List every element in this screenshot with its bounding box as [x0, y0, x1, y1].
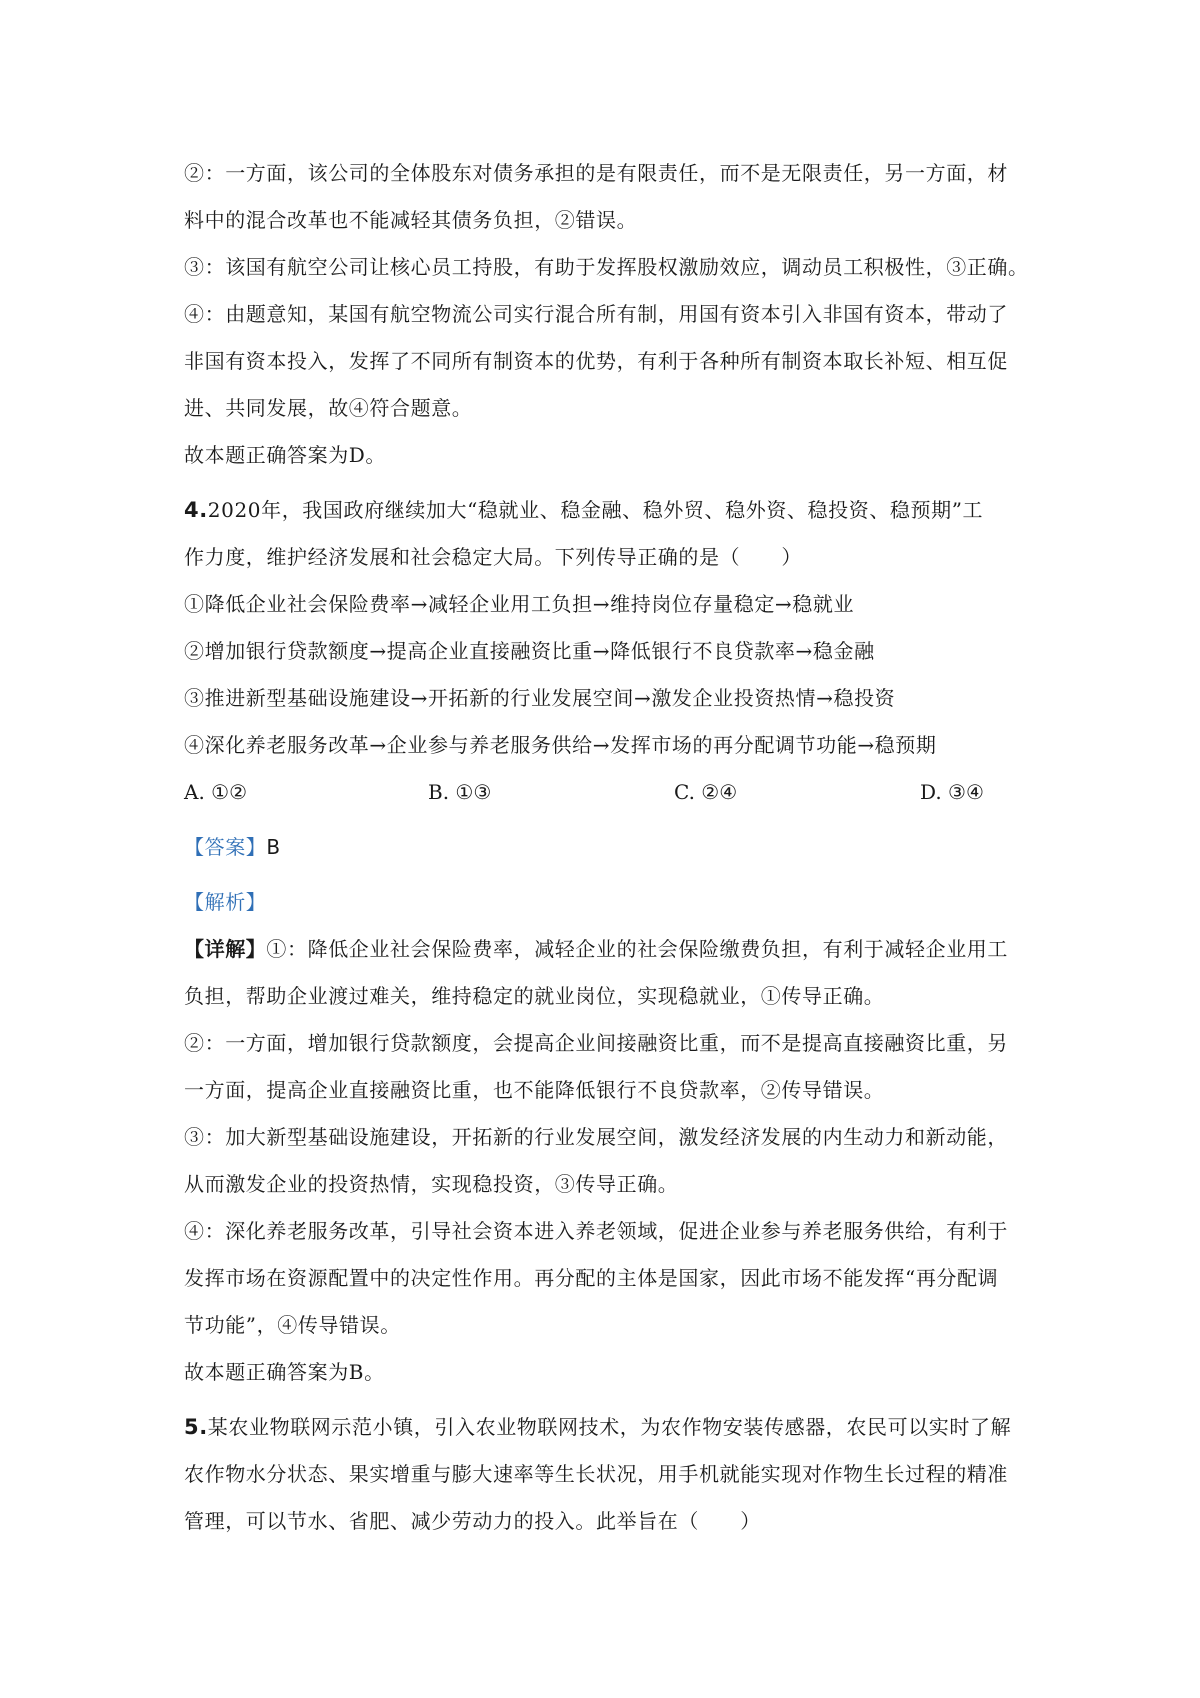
q4-stem-line1: [184, 487, 1030, 534]
q4-number: 4.: [184, 498, 208, 522]
q4-item-2: ②增加银行贷款额度→提高企业直接融资比重→降低银行不良贷款率→稳金融: [184, 639, 875, 663]
q4-options: [184, 769, 1030, 816]
q3-analysis-item4-line2: 非国有资本投入，发挥了不同所有制资本的优势，有利于各种所有制资本取长补短、相互促: [184, 349, 1008, 373]
question-4: [184, 487, 1030, 1396]
q4-option-c: C. ②④: [674, 780, 738, 804]
q3-analysis: [184, 150, 1030, 479]
q4-detail-1-line1: [184, 926, 1030, 973]
q4-item-3: ③推进新型基础设施建设→开拓新的行业发展空间→激发企业投资热情→稳投资: [184, 686, 896, 710]
q4-stem-line2: 作力度，维护经济发展和社会稳定大局。下列传导正确的是（ ）: [184, 545, 802, 569]
document-page: [184, 150, 1030, 1545]
q5-stem-line3: 管理，可以节水、省肥、减少劳动力的投入。此举旨在（ ）: [184, 1509, 761, 1533]
q4-detail-2-line1: ②：一方面，增加银行贷款额度，会提高企业间接融资比重，而不是提高直接融资比重，另: [184, 1031, 1008, 1055]
q4-detail-4-line3: 节功能”，④传导错误。: [184, 1313, 401, 1337]
q4-detail-3-line1: ③：加大新型基础设施建设，开拓新的行业发展空间，激发经济发展的内生动力和新动能，: [184, 1125, 1008, 1149]
q5-stem-text1: 某农业物联网示范小镇，引入农业物联网技术，为农作物安装传感器，农民可以实时了解: [207, 1415, 1012, 1439]
q4-stem-text1: 2020年，我国政府继续加大“稳就业、稳金融、稳外贸、稳外资、稳投资、稳预期”工: [207, 498, 984, 522]
q5-stem-line1: [184, 1404, 1030, 1451]
q4-detail-4-line2: 发挥市场在资源配置中的决定性作用。再分配的主体是国家，因此市场不能发挥“再分配调: [184, 1266, 999, 1290]
q4-conclusion: 故本题正确答案为B。: [184, 1360, 385, 1384]
q3-analysis-item2-line2: 料中的混合改革也不能减轻其债务负担，②错误。: [184, 208, 638, 232]
q3-analysis-item2-line1: ②：一方面，该公司的全体股东对债务承担的是有限责任，而不是无限责任，另一方面，材: [184, 161, 1008, 185]
q4-item-4: ④深化养老服务改革→企业参与养老服务供给→发挥市场的再分配调节功能→稳预期: [184, 733, 937, 757]
q5-number: 5.: [184, 1415, 208, 1439]
q5-stem-line2: 农作物水分状态、果实增重与膨大速率等生长状况，用手机就能实现对作物生长过程的精准: [184, 1462, 1008, 1486]
q4-item-1: ①降低企业社会保险费率→减轻企业用工负担→维持岗位存量稳定→稳就业: [184, 592, 855, 616]
q4-analysis-heading: [184, 879, 1030, 926]
q4-option-d: D. ③④: [920, 780, 984, 804]
q4-detail-2-line2: 一方面，提高企业直接融资比重，也不能降低银行不良贷款率，②传导错误。: [184, 1078, 885, 1102]
answer-tag: 【答案】: [184, 835, 267, 859]
q3-analysis-item4-line1: ④：由题意知，某国有航空物流公司实行混合所有制，用国有资本引入非国有资本，带动了: [184, 302, 1008, 326]
q4-option-a: A. ①②: [184, 780, 248, 804]
analysis-tag: 【解析】: [184, 890, 267, 914]
q3-analysis-item4-line3: 进、共同发展，故④符合题意。: [184, 396, 473, 420]
q4-option-b: B. ①③: [428, 780, 492, 804]
q4-detail-1-line2: 负担，帮助企业渡过难关，维持稳定的就业岗位，实现稳就业，①传导正确。: [184, 984, 885, 1008]
q4-detail-4-line1: ④：深化养老服务改革，引导社会资本进入养老领域，促进企业参与养老服务供给，有利于: [184, 1219, 1008, 1243]
q4-answer: [184, 824, 1030, 871]
answer-value: B: [266, 835, 281, 859]
q4-detail-3-line2: 从而激发企业的投资热情，实现稳投资，③传导正确。: [184, 1172, 679, 1196]
detail-tag: 【详解】: [184, 937, 267, 961]
q3-analysis-item3: ③：该国有航空公司让核心员工持股，有助于发挥股权激励效应，调动员工积极性，③正确。: [184, 255, 1029, 279]
question-5: [184, 1404, 1030, 1545]
q4-detail-1-text: ①：降低企业社会保险费率，减轻企业的社会保险缴费负担，有利于减轻企业用工: [266, 937, 1009, 961]
q3-conclusion: 故本题正确答案为D。: [184, 443, 387, 467]
